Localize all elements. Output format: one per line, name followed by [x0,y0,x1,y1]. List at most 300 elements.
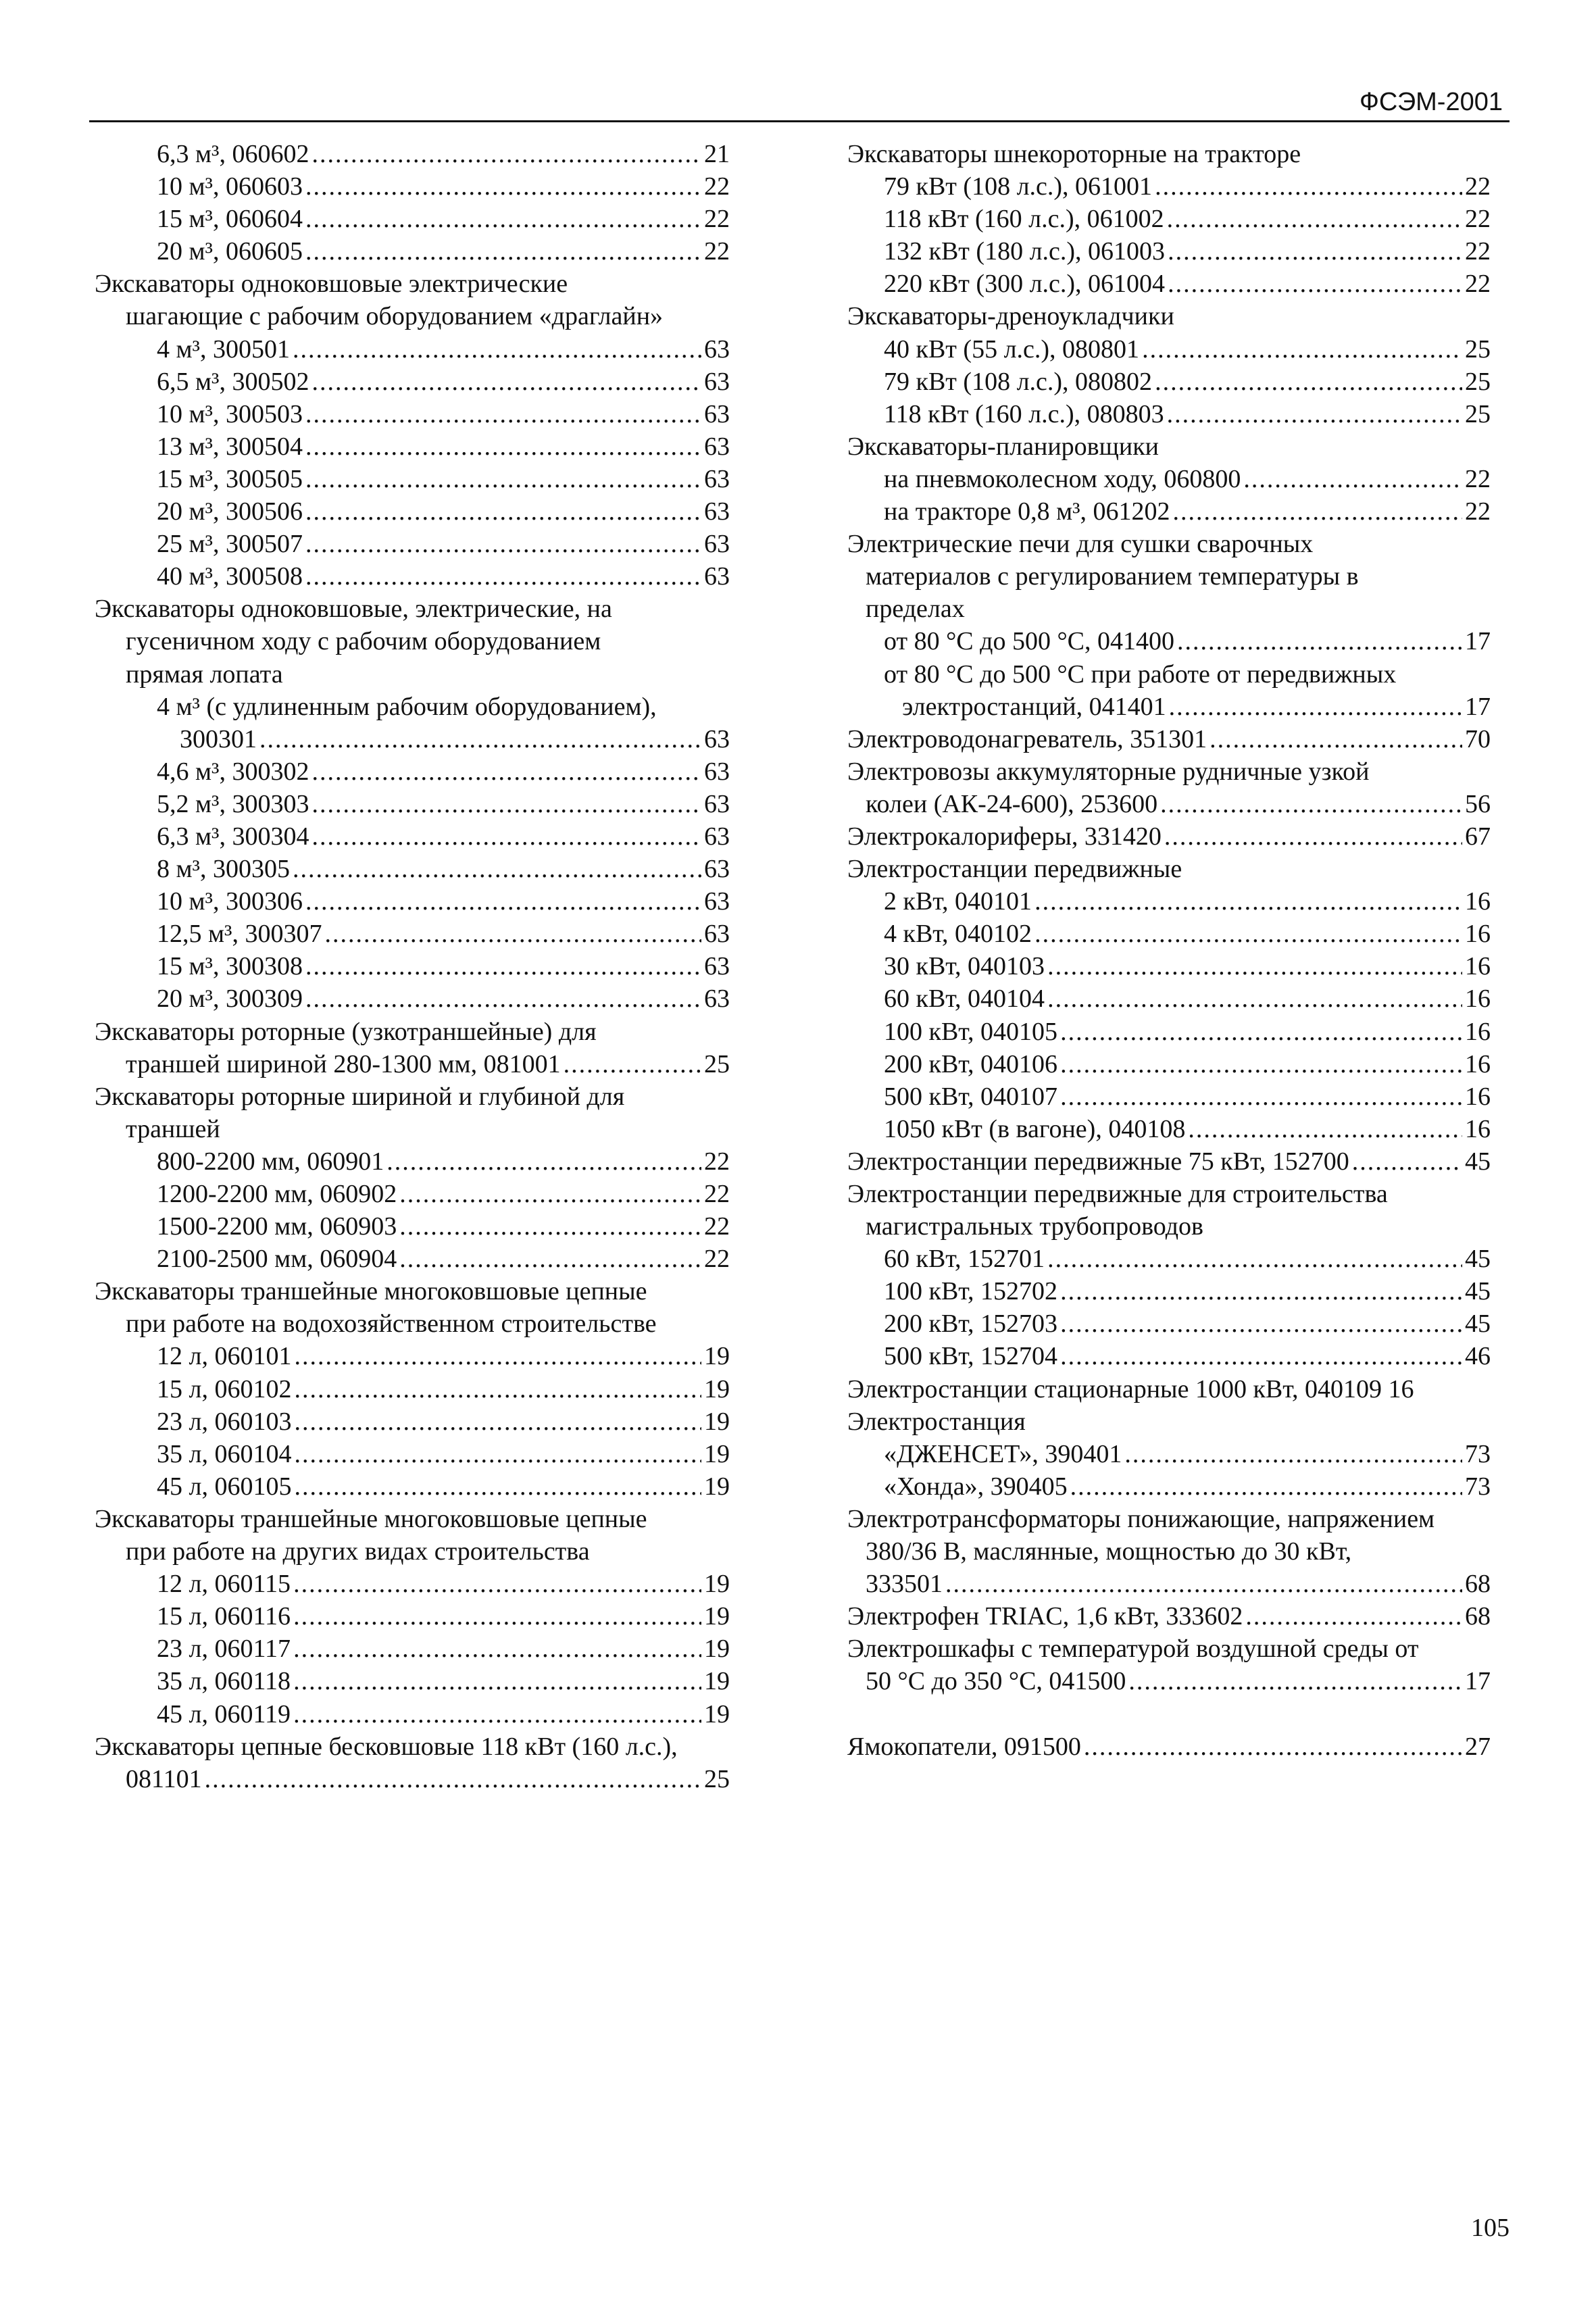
index-entry [847,495,1491,528]
dot-leader [305,170,701,203]
index-entry [95,366,730,398]
entry-page-number: 45 [1465,1277,1491,1306]
entry-page-number: 63 [704,497,730,526]
entry-page-number: 16 [1465,1049,1491,1078]
entry-text: 300301 [180,724,257,753]
entry-page-number: 67 [1465,822,1491,851]
entry-text: Электроводонагреватель, 351301 [847,724,1207,753]
entry-text: 200 кВт, 152703 [884,1310,1058,1339]
entry-text: «Хонда», 390405 [884,1472,1068,1501]
index-entry [95,333,730,366]
entry-page-number: 63 [704,822,730,851]
index-heading [95,268,730,300]
entry-text: 35 л, 060104 [157,1439,292,1468]
entry-page-number: 63 [704,562,730,591]
entry-text: Электрошкафы с температурой воздушной среды от [847,1635,1419,1664]
index-column-left [95,138,730,1795]
dot-leader [293,1600,701,1633]
dot-leader [1188,1113,1462,1145]
entry-text: 081101 [126,1764,202,1793]
dot-leader [294,1373,701,1405]
entry-text: 2 кВт, 040101 [884,887,1032,916]
entry-text: 4,6 м³, 300302 [157,757,309,786]
index-heading [847,755,1491,788]
entry-page-number: 27 [1465,1732,1491,1761]
entry-page-number: 45 [1465,1147,1491,1176]
entry-page-number: 19 [704,1699,730,1728]
entry-text: 45 л, 060119 [157,1699,291,1728]
entry-text: 2100-2500 мм, 060904 [157,1245,397,1274]
index-entry [95,918,730,950]
index-entry [847,203,1491,235]
entry-page-number: 16 [1465,1082,1491,1111]
index-entry [95,398,730,430]
index-entry [95,560,730,593]
entry-page-number: 16 [1465,920,1491,949]
entry-page-number: 16 [1465,985,1491,1014]
index-entry [847,1438,1491,1470]
entry-page-number: 63 [704,789,730,818]
index-entry [847,1080,1491,1113]
entry-page-number: 25 [704,1049,730,1078]
dot-leader [305,430,701,463]
entry-text: 100 кВт, 040105 [884,1017,1058,1046]
index-heading [847,528,1491,560]
entry-text: 15 м³, 300505 [157,464,303,493]
index-entry [95,1145,730,1178]
dot-leader [399,1243,701,1275]
index-entry [847,1113,1491,1145]
dot-leader [1160,788,1462,820]
index-heading [847,1405,1491,1438]
index-entry [847,1145,1491,1178]
index-heading [847,300,1491,332]
entry-page-number: 22 [704,172,730,201]
dot-leader [305,203,701,235]
entry-text: 333501 [866,1570,943,1599]
entry-text: на пневмоколесном ходу, 060800 [884,464,1241,493]
entry-page-number: 19 [704,1407,730,1436]
index-entry [95,528,730,560]
dot-leader [1084,1731,1462,1763]
dot-leader [311,788,701,820]
entry-page-number: 63 [704,432,730,461]
entry-text: Электрические печи для сушки сварочных [847,530,1314,559]
entry-text: 220 кВт (300 л.с.), 061004 [884,270,1166,299]
index-heading [847,1210,1491,1243]
index-entry [95,495,730,528]
dot-leader [1167,203,1462,235]
entry-page-number: 16 [1465,952,1491,981]
dot-leader [305,463,701,495]
entry-page-number: 25 [1465,399,1491,428]
dot-leader [1124,1438,1462,1470]
index-heading [847,1503,1491,1535]
dot-leader [305,398,701,430]
entry-page-number: 22 [704,1147,730,1176]
dot-leader [1169,691,1462,723]
dot-leader [311,755,701,788]
dot-leader [1245,1600,1462,1633]
dot-leader [1070,1470,1462,1503]
index-entry [95,820,730,853]
dot-leader [1177,625,1462,657]
dot-leader [1352,1145,1462,1178]
dot-leader [399,1210,701,1243]
index-entry [95,1178,730,1210]
entry-page-number: 68 [1465,1602,1491,1631]
index-entry [95,235,730,268]
dot-leader [259,723,701,755]
dot-leader [311,138,701,170]
entry-text: шагающие с рабочим оборудованием «драглайн» [126,302,664,331]
entry-text: 79 кВт (108 л.с.), 061001 [884,172,1153,201]
dot-leader [293,853,701,885]
dot-leader [1060,1308,1462,1340]
entry-page-number: 73 [1465,1439,1491,1468]
index-entry [847,333,1491,366]
entry-text: Электротрансформаторы понижающие, напряжением [847,1504,1435,1533]
entry-text: Экскаваторы траншейные многоковшовые цепные [95,1277,647,1306]
index-entry [847,1600,1491,1633]
entry-text: электростанций, 041401 [902,692,1166,721]
index-entry [95,982,730,1015]
index-heading [95,1308,730,1340]
entry-text: 200 кВт, 040106 [884,1049,1058,1078]
entry-page-number: 63 [704,334,730,364]
entry-text: 40 м³, 300508 [157,562,303,591]
entry-page-number: 17 [1465,692,1491,721]
entry-text: 60 кВт, 040104 [884,985,1045,1014]
dot-leader [1168,235,1462,268]
index-heading [847,1535,1491,1568]
entry-text: 5,2 м³, 300303 [157,789,309,818]
entry-text: 800-2200 мм, 060901 [157,1147,384,1176]
index-entry [847,918,1491,950]
entry-text: гусеничном ходу с рабочим оборудованием [126,627,601,656]
entry-text: 15 л, 060102 [157,1374,292,1403]
dot-leader [1128,1665,1462,1697]
entry-page-number: 63 [704,399,730,428]
entry-page-number: 17 [1465,627,1491,656]
dot-leader [564,1048,701,1080]
entry-text: 118 кВт (160 л.с.), 061002 [884,205,1164,234]
entry-text: 1200-2200 мм, 060902 [157,1180,397,1208]
dot-leader [305,950,701,982]
index-entry [95,788,730,820]
index-heading [95,625,730,657]
index-heading [847,560,1491,593]
dot-leader [1060,1048,1462,1080]
index-entry [95,1340,730,1372]
index-entry [95,1210,730,1243]
dot-leader [1060,1275,1462,1308]
entry-text: 35 л, 060118 [157,1667,291,1696]
index-entry [847,366,1491,398]
index-entry [95,950,730,982]
index-entry [847,1568,1491,1600]
entry-text: Экскаваторы шнекороторные на тракторе [847,140,1301,168]
entry-text: Экскаваторы одноковшовые, электрические, на [95,595,612,624]
entry-text: 45 л, 060105 [157,1472,292,1501]
entry-text: 60 кВт, 152701 [884,1245,1045,1274]
index-heading [95,593,730,625]
dot-leader [399,1178,701,1210]
index-entry [847,723,1491,755]
index-heading [95,300,730,332]
entry-text: Ямокопатели, 091500 [847,1732,1081,1761]
dot-leader [305,495,701,528]
index-heading [95,1535,730,1568]
entry-page-number: 63 [704,887,730,916]
entry-page-number: 22 [704,205,730,234]
entry-page-number: 22 [1465,237,1491,266]
index-entry [95,430,730,463]
entry-text: Электростанции передвижные 75 кВт, 152700 [847,1147,1349,1176]
entry-text: 132 кВт (180 л.с.), 061003 [884,237,1166,266]
entry-text: 1500-2200 мм, 060903 [157,1212,397,1241]
index-entry [847,1048,1491,1080]
index-entry [95,1373,730,1405]
entry-text: 15 м³, 300308 [157,952,303,981]
entry-page-number: 19 [704,1342,730,1371]
entry-text: Электрокалориферы, 331420 [847,822,1162,851]
index-heading [847,658,1491,691]
index-entry [847,788,1491,820]
index-heading [95,1113,730,1145]
dot-leader [311,366,701,398]
index-entry [847,235,1491,268]
dot-leader [324,918,701,950]
entry-page-number: 19 [704,1570,730,1599]
index-entry [95,1633,730,1665]
dot-leader [293,1665,701,1697]
index-entry [847,1275,1491,1308]
entry-text: 23 л, 060117 [157,1635,291,1664]
dot-leader [294,1405,701,1438]
index-entry [847,1243,1491,1275]
entry-text: 50 °С до 350 °С, 041500 [866,1667,1126,1696]
dot-leader [1047,950,1462,982]
entry-text: Экскаваторы одноковшовые электрические [95,270,568,299]
index-column-right [847,138,1491,1763]
entry-page-number: 22 [1465,172,1491,201]
entry-text: колеи (АК-24-600), 253600 [866,789,1158,818]
entry-text: 20 м³, 300309 [157,985,303,1014]
dot-leader [305,885,701,918]
page-header [89,85,1510,122]
entry-text: Электровозы аккумуляторные рудничные узкой [847,757,1370,786]
dot-leader [386,1145,701,1178]
document-code: ФСЭМ-2001 [1359,88,1503,116]
entry-text: 4 м³, 300501 [157,334,290,364]
entry-page-number: 63 [704,367,730,396]
entry-text: Экскаваторы цепные бесковшовые 118 кВт (160 л.с.), [95,1732,678,1761]
index-entry [95,1698,730,1731]
index-entry [95,1405,730,1438]
page-number: 105 [1471,2214,1510,2242]
index-entry [847,982,1491,1015]
dot-leader [1034,885,1462,918]
entry-text: Электростанции передвижные для строительства [847,1180,1388,1208]
entry-text: Экскаваторы роторные шириной и глубиной для [95,1082,625,1111]
entry-text: 1050 кВт (в вагоне), 040108 [884,1114,1186,1143]
index-entry [847,1016,1491,1048]
index-heading [95,1080,730,1113]
entry-page-number: 73 [1465,1472,1491,1501]
entry-text: 8 м³, 300305 [157,855,290,884]
dot-leader [293,1568,701,1600]
index-heading [847,138,1491,170]
entry-text: траншей [126,1114,220,1143]
dot-leader [294,1340,701,1372]
index-heading [95,1275,730,1308]
index-entry [847,1308,1491,1340]
entry-page-number: 46 [1465,1342,1491,1371]
index-entry [95,138,730,170]
entry-text: прямая лопата [126,659,283,689]
entry-text: пределах [866,595,965,624]
index-entry [95,1048,730,1080]
index-entry [847,820,1491,853]
index-heading [95,1731,730,1763]
dot-leader [1167,398,1462,430]
index-heading [847,1178,1491,1210]
entry-page-number: 25 [1465,367,1491,396]
entry-text: 12,5 м³, 300307 [157,920,322,949]
entry-text: Электростанции стационарные 1000 кВт, 040109 16 [847,1374,1414,1403]
entry-page-number: 22 [704,1180,730,1208]
entry-text: 500 кВт, 152704 [884,1342,1058,1371]
entry-text: Электростанция [847,1407,1026,1436]
entry-text: 15 л, 060116 [157,1602,291,1631]
dot-leader [1034,918,1462,950]
entry-page-number: 22 [704,1245,730,1274]
entry-page-number: 22 [1465,464,1491,493]
dot-leader [305,528,701,560]
dot-leader [1047,1243,1462,1275]
entry-page-number: 63 [704,757,730,786]
entry-text: «ДЖЕНСЕТ», 390401 [884,1439,1122,1468]
entry-text: магистральных трубопроводов [866,1212,1203,1241]
index-entry [95,1438,730,1470]
dot-leader [305,982,701,1015]
dot-leader [1060,1080,1462,1113]
entry-page-number: 63 [704,724,730,753]
entry-text: Экскаваторы-дреноукладчики [847,302,1174,331]
entry-page-number: 19 [704,1602,730,1631]
index-entry [847,691,1491,723]
entry-page-number: 19 [704,1635,730,1664]
index-entry [95,1763,730,1795]
index-heading [95,1503,730,1535]
index-entry [95,203,730,235]
entry-page-number: 16 [1465,887,1491,916]
index-heading [847,1633,1491,1665]
entry-page-number: 63 [704,530,730,559]
entry-page-number: 45 [1465,1245,1491,1274]
index-heading [847,430,1491,463]
index-entry [847,885,1491,918]
dot-leader [293,1698,701,1731]
entry-page-number: 63 [704,920,730,949]
index-entry [95,1470,730,1503]
entry-page-number: 45 [1465,1310,1491,1339]
entry-text: 20 м³, 060605 [157,237,303,266]
index-heading [95,691,730,723]
index-entry [847,625,1491,657]
dot-leader [1155,366,1462,398]
entry-text: 15 м³, 060604 [157,205,303,234]
entry-page-number: 63 [704,855,730,884]
entry-text: Электрофен TRIAC, 1,6 кВт, 333602 [847,1602,1243,1631]
dot-leader [1164,820,1462,853]
entry-text: на тракторе 0,8 м³, 061202 [884,497,1170,526]
entry-text: Электростанции передвижные [847,855,1182,884]
entry-text: при работе на водохозяйственном строительстве [126,1310,657,1339]
entry-text: 6,3 м³, 300304 [157,822,309,851]
entry-page-number: 25 [1465,334,1491,364]
index-heading [95,1016,730,1048]
dot-leader [1155,170,1462,203]
entry-text: 380/36 В, маслянные, мощностью до 30 кВт, [866,1537,1352,1566]
entry-text: 12 л, 060101 [157,1342,292,1371]
entry-text: материалов с регулированием температуры в [866,562,1359,591]
dot-leader [1210,723,1462,755]
entry-text: 4 кВт, 040102 [884,920,1032,949]
dot-leader [293,1633,701,1665]
entry-text: 6,5 м³, 300502 [157,367,309,396]
entry-text: от 80 °С до 500 °С, 041400 [884,627,1175,656]
entry-page-number: 68 [1465,1570,1491,1599]
entry-text: Экскаваторы роторные (узкотраншейные) для [95,1017,597,1046]
entry-page-number: 56 [1465,789,1491,818]
entry-text: 40 кВт (55 л.с.), 080801 [884,334,1140,364]
dot-leader [294,1470,701,1503]
entry-text: при работе на других видах строительства [126,1537,590,1566]
entry-text: 20 м³, 300506 [157,497,303,526]
dot-leader [311,820,701,853]
index-entry [847,1470,1491,1503]
entry-text: 4 м³ (с удлиненным рабочим оборудованием), [157,692,657,721]
entry-text: 10 м³, 300503 [157,399,303,428]
entry-text: 500 кВт, 040107 [884,1082,1058,1111]
entry-text: 12 л, 060115 [157,1570,291,1599]
entry-text: 100 кВт, 152702 [884,1277,1058,1306]
index-entry [95,885,730,918]
index-entry [95,1600,730,1633]
entry-page-number: 25 [704,1764,730,1793]
dot-leader [1168,268,1462,300]
entry-text: 25 м³, 300507 [157,530,303,559]
entry-text: 118 кВт (160 л.с.), 080803 [884,399,1164,428]
entry-page-number: 21 [704,140,730,168]
index-entry [95,723,730,755]
entry-text: 13 м³, 300504 [157,432,303,461]
dot-leader [305,560,701,593]
index-entry [847,463,1491,495]
entry-text: 10 м³, 300306 [157,887,303,916]
entry-text: 30 кВт, 040103 [884,952,1045,981]
entry-page-number: 19 [704,1439,730,1468]
entry-text: 23 л, 060103 [157,1407,292,1436]
index-heading [847,593,1491,625]
entry-text: 10 м³, 060603 [157,172,303,201]
index-entry [95,463,730,495]
entry-page-number: 22 [704,237,730,266]
index-entry [95,853,730,885]
entry-text: 6,3 м³, 060602 [157,140,309,168]
